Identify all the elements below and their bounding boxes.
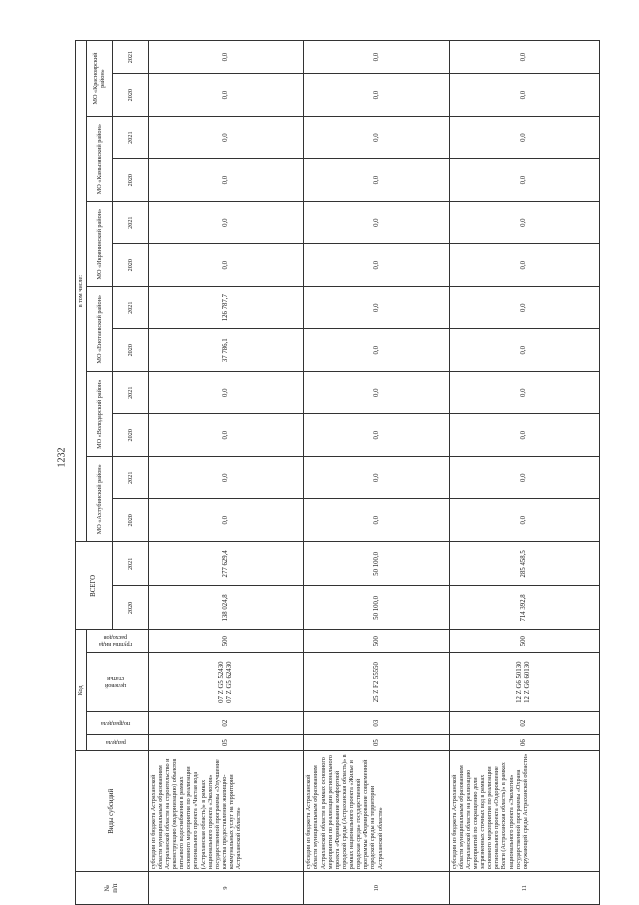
header-year-2020: 2020 (113, 329, 148, 372)
header-year-2020: 2020 (113, 499, 148, 542)
row-value: 0,0 (148, 499, 304, 542)
row-value: 0,0 (449, 74, 599, 117)
row-value: 0,0 (304, 41, 449, 74)
row-value: 0,0 (304, 329, 449, 372)
header-code-subsection: подраздела (86, 712, 148, 735)
row-subsidy: субсидии из бюджета Астраханской области муниципальным образованиям Астраханской области в рамках основного мероприятия по реализации регионального проекта «Формирование комфортной городской среды (Астраханская область)» в рамках национального проекта «Жилье и городская среда» государственной программы «Формирование современной городской среды на территории Астраханской области» (304, 751, 449, 872)
row-value: 0,0 (449, 414, 599, 457)
row-group: 500 (449, 630, 599, 653)
row-article: 12 Z G6 50130 12 Z G6 60130 (449, 652, 599, 711)
row-value: 0,0 (148, 202, 304, 244)
row-num: 9 (148, 872, 304, 905)
row-total-2020: 714 392,8 (449, 586, 599, 630)
row-total-2020: 138 024,8 (148, 586, 304, 630)
row-value: 0,0 (449, 244, 599, 287)
row-value: 0,0 (148, 117, 304, 159)
header-district-1: МО «Ахтубинский район» (86, 457, 113, 542)
table-row (148, 41, 304, 905)
row-value: 0,0 (449, 202, 599, 244)
row-value: 0,0 (449, 117, 599, 159)
header-total-2021: 2021 (113, 542, 148, 586)
table-row (449, 41, 599, 905)
table-row (304, 41, 449, 905)
header-total-2020: 2020 (113, 586, 148, 630)
header-year-2020: 2020 (113, 74, 148, 117)
row-value: 0,0 (304, 287, 449, 329)
row-section: 05 (304, 734, 449, 750)
header-including: в том числе: (76, 41, 87, 542)
row-value: 0,0 (304, 74, 449, 117)
row-value: 0,0 (148, 372, 304, 414)
row-value: 0,0 (304, 159, 449, 202)
row-subsidy: субсидии из бюджета Астраханской области муниципальным образованиям Астраханской области на реализацию мероприятий по сокращению доли загрязненных сточных вод в рамках основного мероприятия по реализации регионального проекта «Оздоровление Волги (Астраханская область)» в рамках национального проекта «Экология» государственной программы «Охрана окружающей среды Астраханской области» (449, 751, 599, 872)
header-year-2021: 2021 (113, 457, 148, 499)
row-value: 0,0 (148, 457, 304, 499)
header-code: Код (76, 630, 87, 751)
row-total-2021: 50 100,0 (304, 542, 449, 586)
row-value: 0,0 (304, 244, 449, 287)
header-year-2021: 2021 (113, 117, 148, 159)
row-group: 500 (304, 630, 449, 653)
row-total-2021: 285 458,5 (449, 542, 599, 586)
page-number: 1232 (56, 447, 68, 468)
row-value: 0,0 (148, 74, 304, 117)
header-district-5: МО «Камызякский район» (86, 117, 113, 202)
rotated-page (75, 40, 600, 905)
row-num: 10 (304, 872, 449, 905)
row-subsidy: субсидии из бюджета Астраханской области муниципальным образованиям Астраханской области на строительство и реконструкцию (модернизацию) объектов питьевого водоснабжения в рамках основного мероприятия по реализации регионального проекта «Чистая вода (Астраханская область)» в рамках национального проекта «Экология» государственной программы «Улучшение качества предоставления жилищно-коммунальных услуг на территории Астраханской области» (148, 751, 304, 872)
header-year-2020: 2020 (113, 159, 148, 202)
header-year-2021: 2021 (113, 372, 148, 414)
subsidy-table (75, 40, 600, 905)
header-code-group: группы вида расходов (86, 630, 148, 653)
row-value: 0,0 (449, 499, 599, 542)
row-subsection: 03 (304, 712, 449, 735)
row-value: 0,0 (304, 117, 449, 159)
row-value: 0,0 (304, 457, 449, 499)
row-section: 05 (148, 734, 304, 750)
row-subsection: 02 (449, 712, 599, 735)
row-value: 0,0 (449, 287, 599, 329)
header-subsidy-type: Виды субсидий (76, 751, 149, 872)
header-code-article: целевой статьи (86, 652, 148, 711)
row-value: 0,0 (304, 499, 449, 542)
header-year-2020: 2020 (113, 244, 148, 287)
row-value: 0,0 (449, 329, 599, 372)
row-num: 11 (449, 872, 599, 905)
row-value: 0,0 (449, 41, 599, 74)
row-value: 0,0 (148, 244, 304, 287)
row-value: 0,0 (304, 372, 449, 414)
header-year-2020: 2020 (113, 414, 148, 457)
row-value: 0,0 (148, 41, 304, 74)
header-district-4: МО «Икрянинский район» (86, 202, 113, 287)
row-subsection: 02 (148, 712, 304, 735)
header-year-2021: 2021 (113, 202, 148, 244)
header-year-2021: 2021 (113, 41, 148, 74)
row-value: 0,0 (449, 372, 599, 414)
header-year-2021: 2021 (113, 287, 148, 329)
row-value: 37 786,1 (148, 329, 304, 372)
row-value: 126 787,7 (148, 287, 304, 329)
row-value: 0,0 (148, 414, 304, 457)
row-article: 07 Z G5 52430 07 Z G5 62430 (148, 652, 304, 711)
row-section: 06 (449, 734, 599, 750)
row-value: 0,0 (304, 202, 449, 244)
header-total: ВСЕГО (76, 542, 113, 630)
row-value: 0,0 (449, 457, 599, 499)
row-article: 25 Z F2 55550 (304, 652, 449, 711)
header-num: № п/п (76, 872, 149, 905)
row-value: 0,0 (449, 159, 599, 202)
row-total-2020: 50 100,0 (304, 586, 449, 630)
header-district-2: МО «Володарский район» (86, 372, 113, 457)
row-group: 500 (148, 630, 304, 653)
row-value: 0,0 (148, 159, 304, 202)
row-total-2021: 277 629,4 (148, 542, 304, 586)
header-district-6: МО «Красноярский район» (86, 41, 113, 117)
row-value: 0,0 (304, 414, 449, 457)
header-code-section: раздела (86, 734, 148, 750)
header-district-3: МО «Енотаевский район» (86, 287, 113, 372)
